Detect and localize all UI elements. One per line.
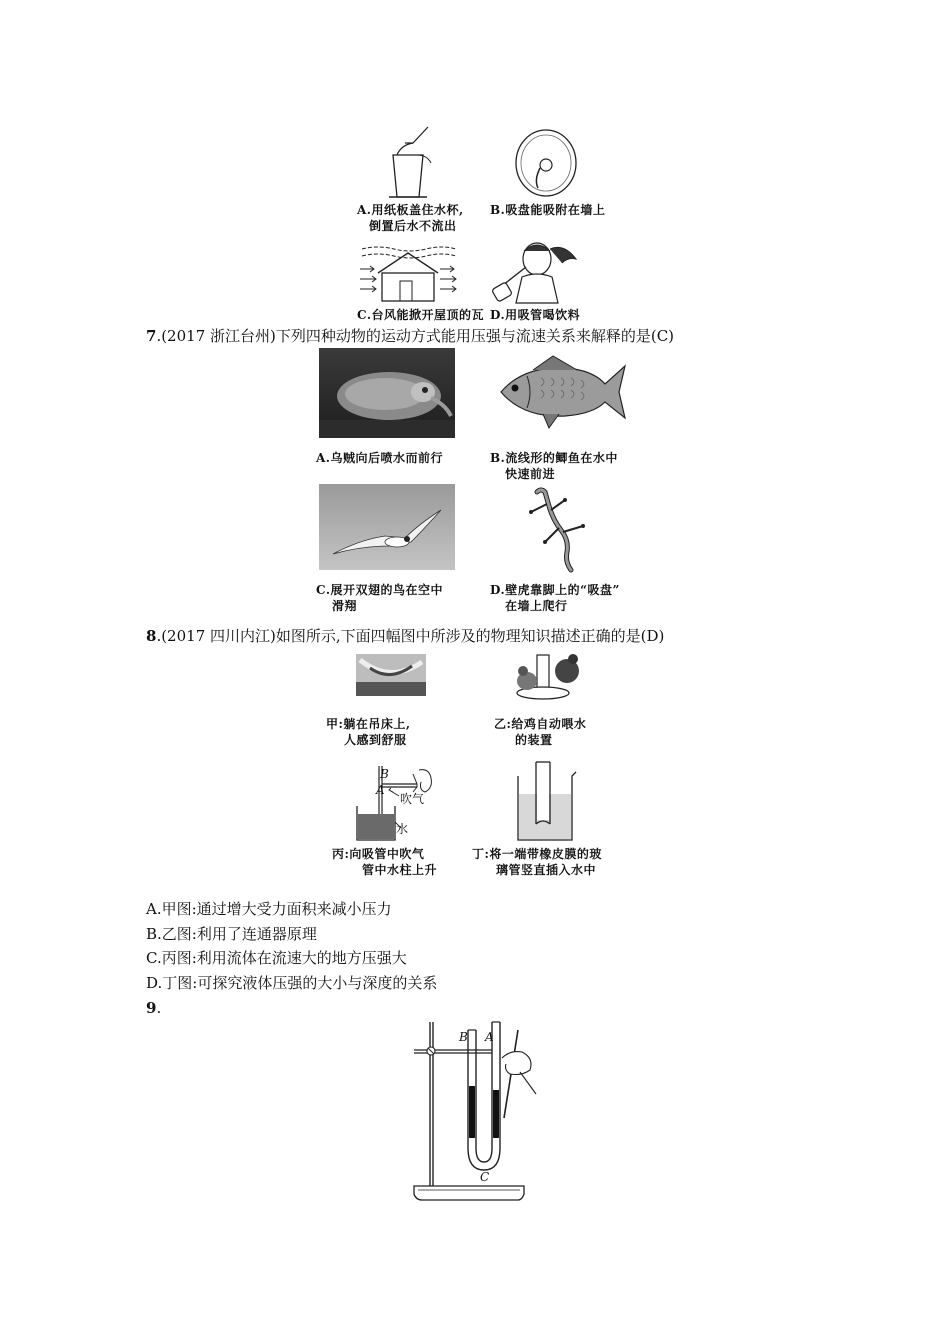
q7-caption-d-1: D.壁虎靠脚上的“吸盘” bbox=[490, 583, 620, 597]
label-a-tube: A bbox=[485, 1030, 494, 1044]
q7-stem bbox=[146, 326, 674, 346]
carp-fish-illustration bbox=[493, 352, 628, 432]
gecko-illustration bbox=[527, 486, 597, 572]
q7-number: 7 bbox=[146, 327, 157, 345]
gliding-bird-photo bbox=[319, 484, 455, 570]
q8-caption-ding-2: 璃管竖直插入水中 bbox=[496, 863, 597, 877]
label-blow: 吹气 bbox=[400, 792, 425, 806]
cuttlefish-photo bbox=[319, 348, 455, 438]
q8-option-c: C.丙图:利用流体在流速大的地方压强大 bbox=[146, 949, 407, 967]
label-c-bend: C bbox=[480, 1170, 490, 1184]
q6-caption-b: B.吸盘能吸附在墙上 bbox=[490, 203, 606, 217]
q6-caption-a-2: 倒置后水不流出 bbox=[369, 219, 457, 233]
q7-caption-a: A.乌贼向后喷水而前行 bbox=[316, 451, 443, 465]
q9-number: 9 bbox=[146, 999, 157, 1017]
q8-caption-jia-1: 甲:躺在吊床上, bbox=[326, 717, 411, 731]
house-typhoon-illustration bbox=[358, 243, 458, 305]
q7-caption-c-1: C.展开双翅的鸟在空中 bbox=[316, 583, 444, 597]
cup-paper-illustration bbox=[383, 125, 438, 200]
q7-caption-d-2: 在墙上爬行 bbox=[505, 599, 568, 613]
q6-caption-d: D.用吸管喝饮料 bbox=[490, 308, 581, 322]
q9-stem bbox=[146, 998, 161, 1018]
q7-caption-c-2: 滑翔 bbox=[332, 599, 358, 613]
q7-caption-b-1: B.流线形的鲫鱼在水中 bbox=[490, 451, 618, 465]
suction-cup-illustration bbox=[512, 128, 580, 198]
q8-caption-bing-2: 管中水柱上升 bbox=[362, 863, 438, 877]
q7-caption-b-2: 快速前进 bbox=[505, 467, 556, 481]
chicken-feeder-illustration bbox=[513, 651, 585, 703]
q6-caption-a-1: A.用纸板盖住水杯, bbox=[357, 203, 464, 217]
label-b: B bbox=[380, 767, 389, 781]
beaker-tube-diagram bbox=[516, 760, 578, 842]
q8-option-b: B.乙图:利用了连通器原理 bbox=[146, 925, 317, 943]
girl-straw-illustration bbox=[492, 237, 582, 305]
q9-text: . bbox=[156, 999, 162, 1017]
q8-caption-bing-1: 丙:向吸管中吹气 bbox=[332, 847, 425, 861]
q8-caption-jia-2: 人感到舒服 bbox=[344, 733, 407, 747]
q8-caption-yi-2: 的装置 bbox=[515, 733, 553, 747]
hammock-photo bbox=[356, 654, 426, 696]
q7-text: .(2017 浙江台州)下列四种动物的运动方式能用压强与流速关系来解释的是(C) bbox=[156, 327, 675, 345]
q8-caption-yi-1: 乙:给鸡自动喂水 bbox=[494, 717, 587, 731]
q8-stem bbox=[146, 626, 664, 646]
label-a: A bbox=[376, 783, 385, 797]
label-water: 水 bbox=[396, 822, 409, 836]
q8-option-d: D.丁图:可探究液体压强的大小与深度的关系 bbox=[146, 974, 438, 992]
q6-caption-c: C.台风能掀开屋顶的瓦 bbox=[357, 308, 485, 322]
q8-number: 8 bbox=[146, 627, 157, 645]
q8-option-a: A.甲图:通过增大受力面积来减小压力 bbox=[146, 900, 392, 918]
label-b-tube: B bbox=[459, 1030, 468, 1044]
q8-caption-ding-1: 丁:将一端带橡皮膜的玻 bbox=[472, 847, 602, 861]
q8-text: .(2017 四川内江)如图所示,下面四幅图中所涉及的物理知识描述正确的是(D) bbox=[156, 627, 665, 645]
